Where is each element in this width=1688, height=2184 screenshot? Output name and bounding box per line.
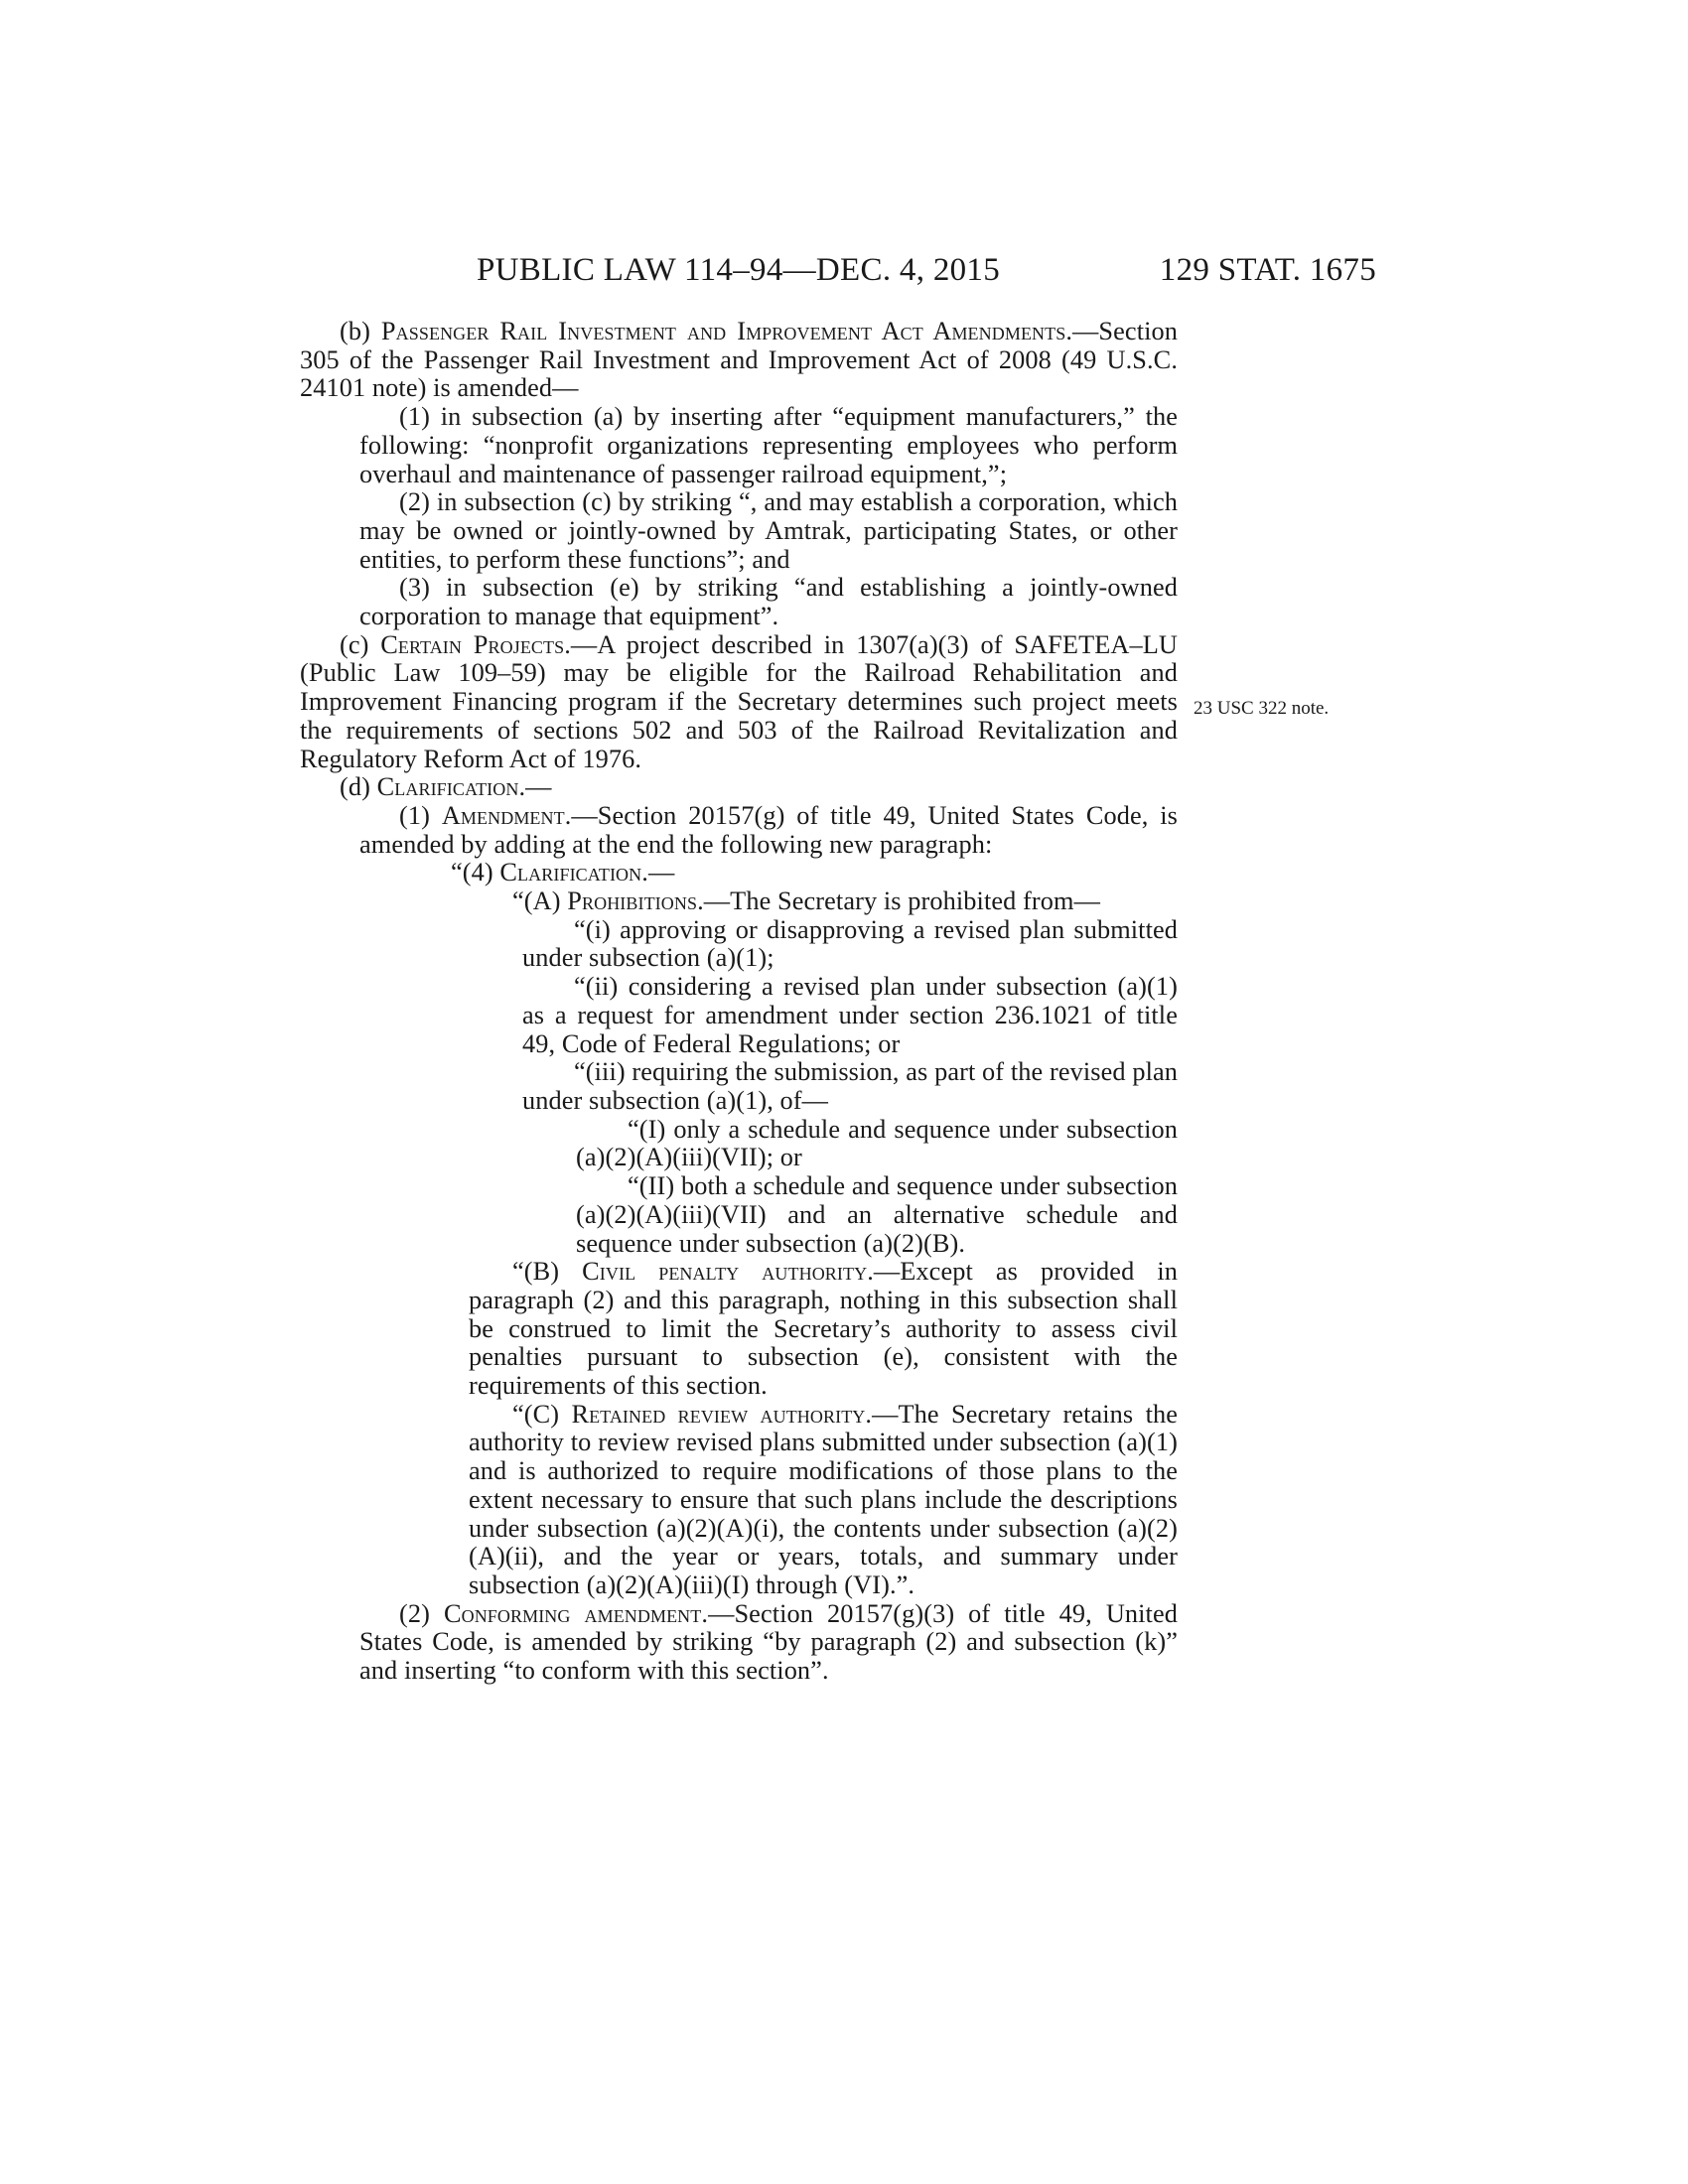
- running-header: [0, 250, 1688, 290]
- subclause-i: “(I) only a schedule and sequence under subsection (a)(2)(A)(iii)(VII); or: [576, 1114, 1178, 1172]
- quoted-subparagraph-c-heading: Retained review authority: [571, 1399, 866, 1429]
- clause-iii: “(iii) requiring the submission, as part of the revised plan under subsection (a)(1), of—: [522, 1057, 1178, 1115]
- public-law-citation: PUBLIC LAW 114–94—DEC. 4, 2015: [477, 252, 1001, 288]
- quoted-paragraph-4-heading: Clarification: [499, 858, 642, 887]
- quoted-paragraph-4: [300, 859, 1178, 887]
- paragraph-d2-text: .—Section 20157(g)(3) of title 49, United States Code, is amended by striking “by paragraph (2) and subsection (k)” and inserting “to conform with this section”.: [359, 1598, 1178, 1686]
- quoted-subparagraph-b: [300, 1258, 1178, 1401]
- subsection-b-text: .—Section 305 of the Passenger Rail Investment and Improvement Act of 2008 (49 U.S.C. 24101 note) is amended—: [300, 317, 1179, 403]
- quoted-subparagraph-a-lead: “(A): [512, 887, 568, 916]
- quoted-paragraph-4-text: .—: [641, 858, 675, 887]
- paragraph-d2-heading: Conforming amendment: [443, 1598, 702, 1628]
- subsection-c-lead: (c): [340, 629, 381, 659]
- paragraph-d1: [300, 802, 1178, 859]
- subsection-c-text: .—A project described in 1307(a)(3) of SAFETEA–LU (Public Law 109–59) may be eligible for the Railroad Rehabilitation and Improvement Financing program if the Secretary determines such project meets the requirements of sections 502 and 503 of the Railroad Revitalization and Regulatory Reform Act of 1976.: [300, 629, 1178, 773]
- quoted-subparagraph-a: [300, 887, 1178, 916]
- subsection-c: [300, 631, 1178, 774]
- quoted-subparagraph-b-text: .—Except as provided in paragraph (2) and this paragraph, nothing in this subsection shall be construed to limit the Secretary’s authority to assess civil penalties pursuant to subsection (e), consistent with the requirements of this section.: [469, 1257, 1178, 1401]
- paragraph-b2: (2) in subsection (c) by striking “, and may establish a corporation, which may be owned or jointly-owned by Amtrak, participating States, or other entities, to perform these functions”; and: [359, 487, 1178, 574]
- subsection-d-text: .—: [518, 772, 552, 802]
- paragraph-b1: (1) in subsection (a) by inserting after “equipment manufacturers,” the following: “nonprofit organizations representing employees who perform overhaul and maintenance of passenger railroad equipment,”;: [359, 402, 1178, 488]
- margin-note: 23 USC 322 note.: [1194, 698, 1330, 719]
- quoted-subparagraph-c: [300, 1401, 1178, 1600]
- statute-page-number: 129 STAT. 1675: [1159, 252, 1376, 288]
- subsection-d: [300, 773, 1178, 802]
- clause-i: “(i) approving or disapproving a revised plan submitted under subsection (a)(1);: [522, 914, 1178, 973]
- quoted-subparagraph-b-lead: “(B): [512, 1257, 583, 1287]
- paragraph-d1-lead: (1): [399, 800, 442, 830]
- quoted-subparagraph-b-heading: Civil penalty authority: [582, 1257, 868, 1287]
- subclause-ii: “(II) both a schedule and sequence under subsection (a)(2)(A)(iii)(VII) and an alternative schedule and sequence under subsection (a)(2)(B).: [576, 1171, 1178, 1258]
- paragraph-d2-lead: (2): [399, 1598, 444, 1628]
- paragraph-d1-heading: Amendment: [441, 800, 565, 830]
- subsection-b: [300, 318, 1178, 403]
- paragraph-d2: [300, 1600, 1178, 1686]
- subsection-c-heading: Certain Projects: [380, 629, 565, 659]
- subsection-b-lead: (b): [340, 317, 381, 345]
- subsection-d-lead: (d): [340, 772, 377, 802]
- subsection-b-heading: Passenger Rail Investment and Improvement Act Amendments: [380, 317, 1066, 345]
- paragraph-d1-text: .—Section 20157(g) of title 49, United States Code, is amended by adding at the end the following new paragraph:: [359, 800, 1178, 859]
- quoted-subparagraph-a-heading: Prohibitions: [567, 887, 698, 916]
- subsection-d-heading: Clarification: [376, 772, 519, 802]
- quoted-paragraph-4-lead: “(4): [451, 858, 500, 887]
- quoted-subparagraph-c-lead: “(C): [512, 1399, 572, 1429]
- quoted-subparagraph-a-text: .—The Secretary is prohibited from—: [697, 887, 1100, 916]
- clause-ii: “(ii) considering a revised plan under subsection (a)(1) as a request for amendment under section 236.1021 of title 49, Code of Federal Regulations; or: [522, 972, 1178, 1058]
- paragraph-b3: (3) in subsection (e) by striking “and establishing a jointly-owned corporation to manage that equipment”.: [359, 573, 1178, 631]
- quoted-subparagraph-c-text: .—The Secretary retains the authority to review revised plans submitted under subsection (a)(1) and is authorized to require modifications of those plans to the extent necessary to ensure that such plans include the descriptions under subsection (a)(2)(A)(i), the contents under subsection (a)(2)(A)(ii), and the year or years, totals, and summary under subsection (a)(2)(A)(iii)(I) through (VI).”.: [469, 1399, 1178, 1599]
- law-body: [300, 318, 1178, 1686]
